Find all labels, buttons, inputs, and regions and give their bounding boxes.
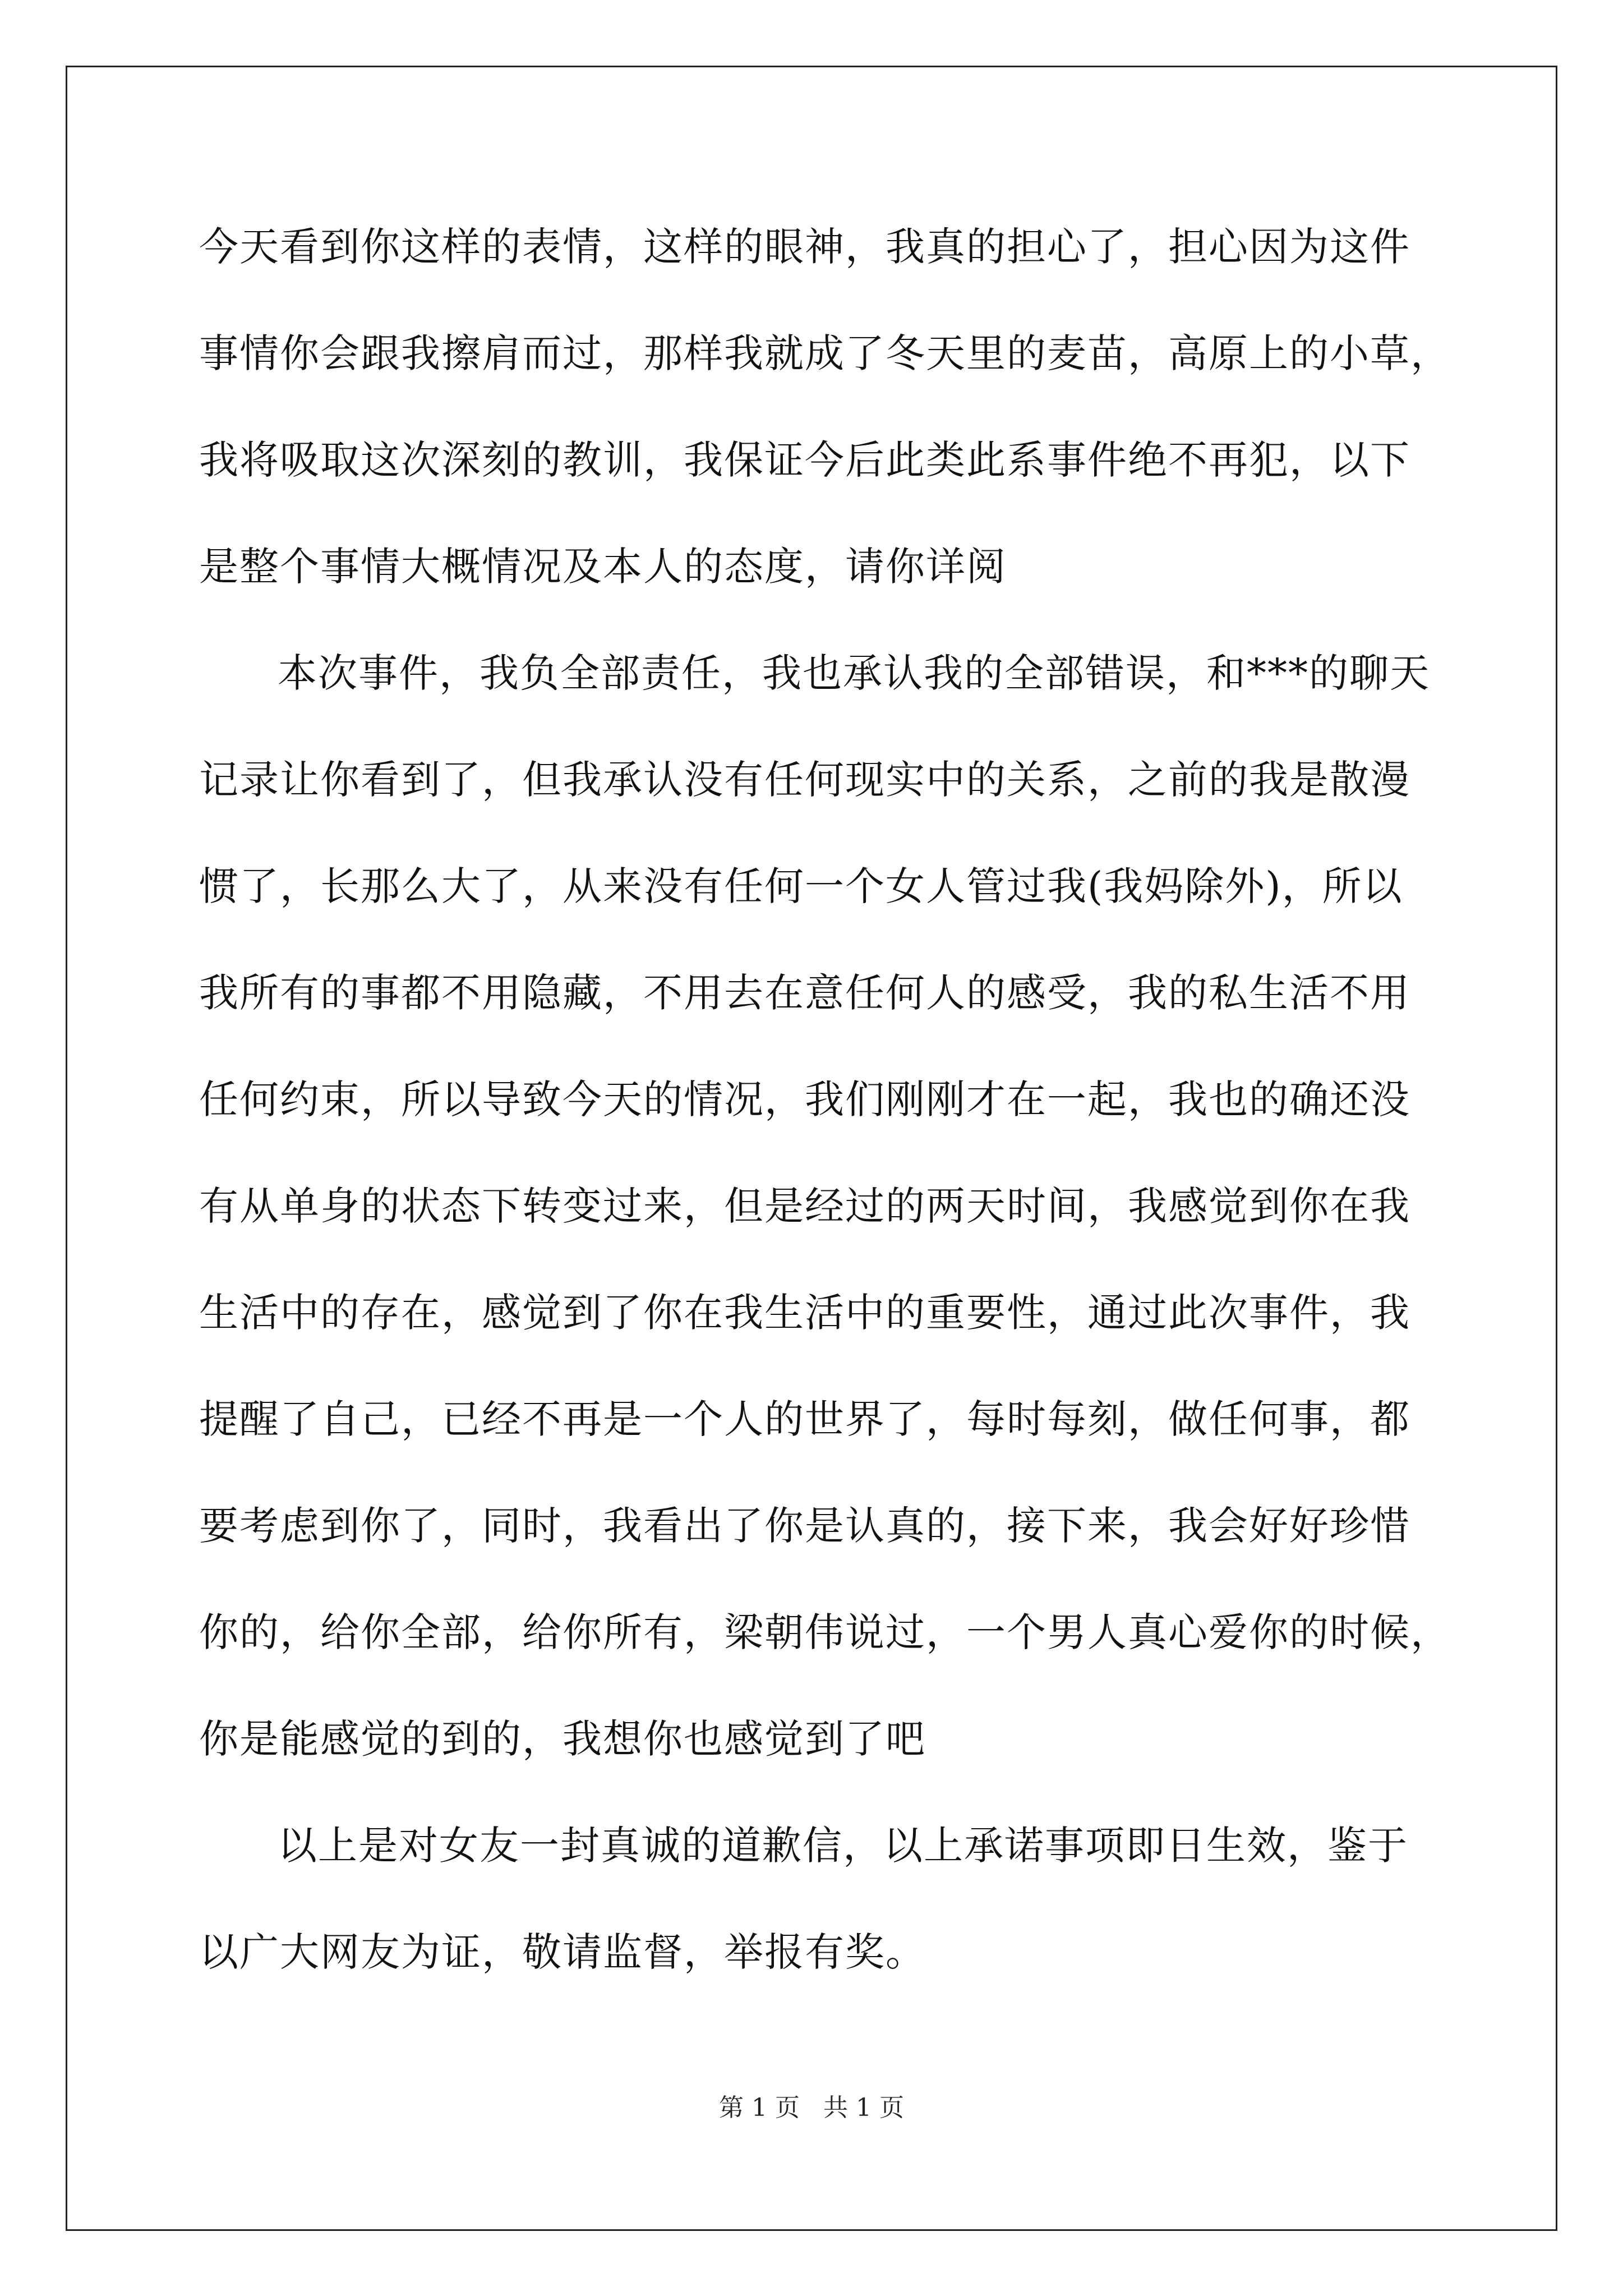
paragraph-1-line-1: 今天看到你这样的表情，这样的眼神，我真的担心了，担心因为这件 [199, 224, 1410, 270]
page-number-footer: 第 1 页 共 1 页 [719, 2093, 904, 2122]
paragraph-2-line-2: 记录让你看到了，但我承认没有任何现实中的关系，之前的我是散漫 [199, 757, 1410, 803]
paragraph-2-line-3: 惯了，长那么大了，从来没有任何一个女人管过我(我妈除外)，所以 [199, 863, 1403, 909]
paragraph-2-line-9: 要考虑到你了，同时，我看出了你是认真的，接下来，我会好好珍惜 [199, 1503, 1410, 1549]
paragraph-2-line-1: 本次事件，我负全部责任，我也承认我的全部错误，和***的聊天 [278, 650, 1430, 696]
paragraph-3-line-1: 以上是对女友一封真诚的道歉信，以上承诺事项即日生效，鉴于 [278, 1823, 1408, 1869]
paragraph-1-line-2: 事情你会跟我擦肩而过，那样我就成了冬天里的麦苗，高原上的小草， [199, 330, 1451, 376]
paragraph-2-line-5: 任何约束，所以导致今天的情况，我们刚刚才在一起，我也的确还没 [199, 1076, 1410, 1122]
paragraph-3-line-2: 以广大网友为证，敬请监督，举报有奖。 [199, 1929, 926, 1975]
paragraph-1-line-4: 是整个事情大概情况及本人的态度，请你详阅 [199, 544, 1007, 590]
paragraph-2-line-7: 生活中的存在，感觉到了你在我生活中的重要性，通过此次事件，我 [199, 1290, 1410, 1336]
paragraph-2-line-11: 你是能感觉的到的，我想你也感觉到了吧 [199, 1716, 926, 1762]
paragraph-2-line-4: 我所有的事都不用隐藏，不用去在意任何人的感受，我的私生活不用 [199, 970, 1410, 1016]
paragraph-2-line-8: 提醒了自己，已经不再是一个人的世界了，每时每刻，做任何事，都 [199, 1396, 1410, 1442]
page-border [66, 66, 1557, 2231]
paragraph-2-line-10: 你的，给你全部，给你所有，梁朝伟说过，一个男人真心爱你的时候， [199, 1609, 1451, 1655]
paragraph-1-line-3: 我将吸取这次深刻的教训，我保证今后此类此系事件绝不再犯，以下 [199, 437, 1410, 483]
paragraph-2-line-6: 有从单身的状态下转变过来，但是经过的两天时间，我感觉到你在我 [199, 1183, 1410, 1229]
